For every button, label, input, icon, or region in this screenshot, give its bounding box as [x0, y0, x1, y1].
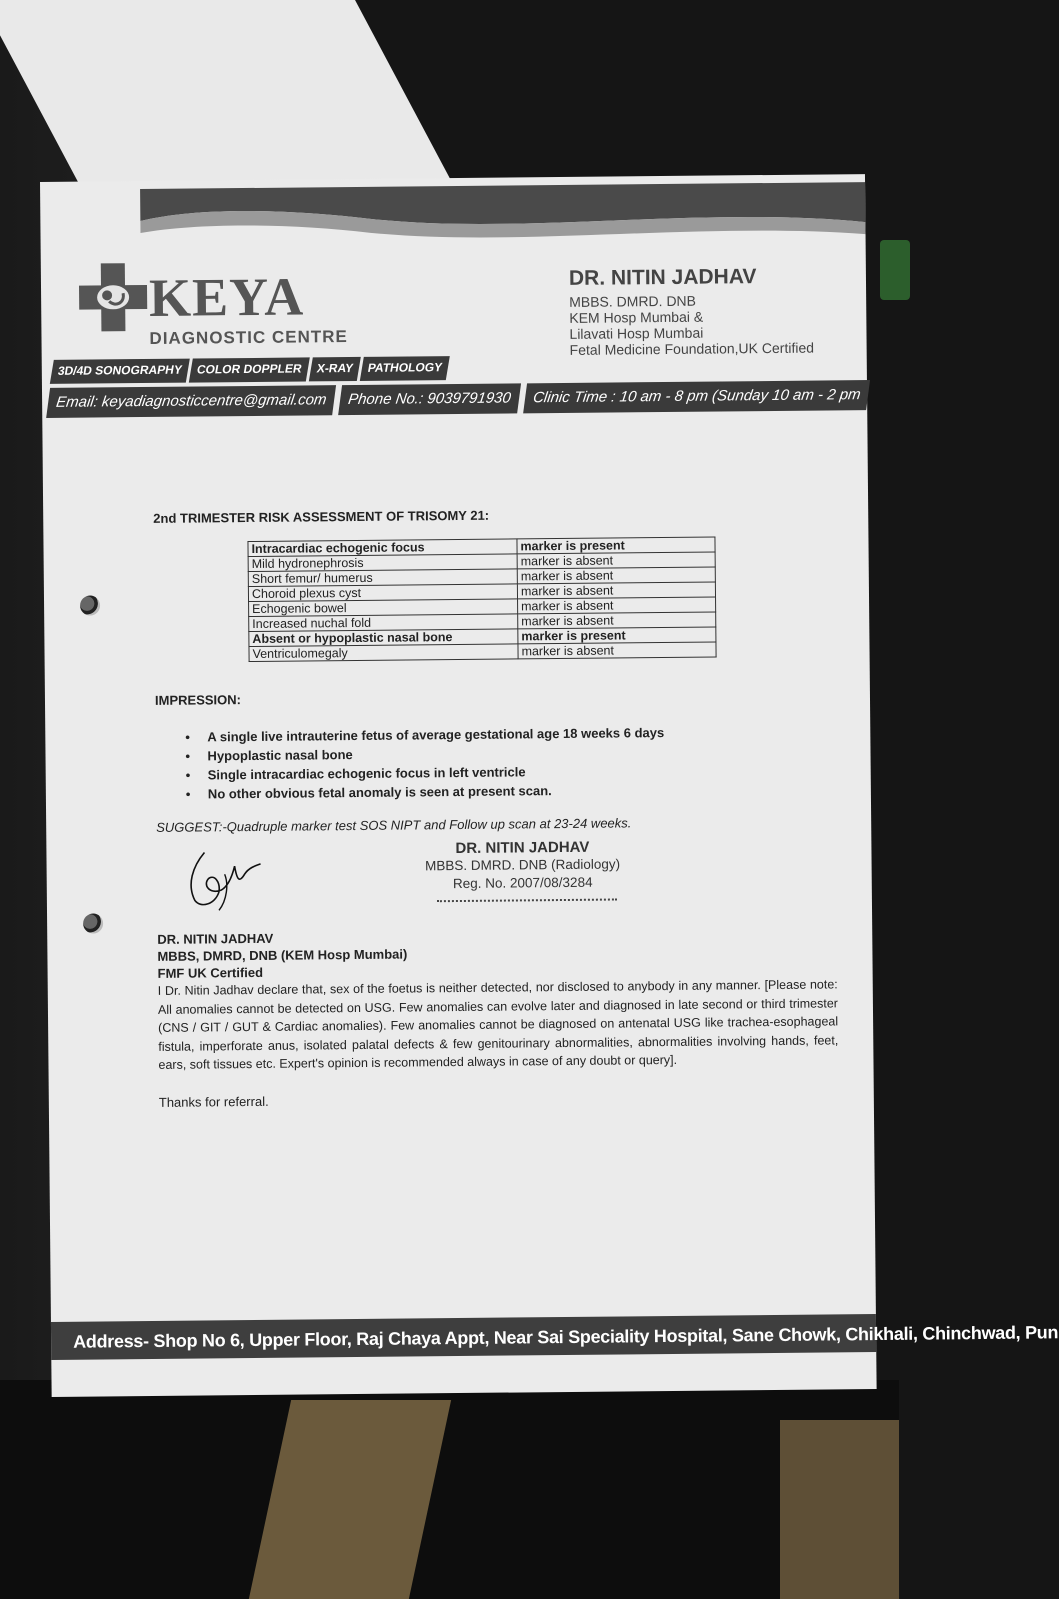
- report-content: [153, 504, 849, 1109]
- punch-hole-lower: [83, 913, 103, 933]
- signature: [174, 844, 265, 915]
- marker-name: Increased nuchal fold: [249, 614, 518, 632]
- marker-name: Intracardiac echogenic focus: [248, 539, 517, 557]
- signature-block: [156, 836, 847, 923]
- footer-doctor-qualification: MBBS, DMRD, DNB (KEM Hosp Mumbai): [157, 946, 408, 964]
- impression-title: IMPRESSION:: [154, 692, 242, 708]
- contact-clinic-time: Clinic Time : 10 am - 8 pm (Sunday 10 am - 2 pm: [523, 380, 870, 413]
- marker-status: marker is present: [518, 627, 716, 644]
- service-pathology: PATHOLOGY: [360, 356, 450, 381]
- marker-status: marker is absent: [517, 567, 715, 584]
- marker-name: Choroid plexus cyst: [248, 584, 517, 602]
- stamp-name: DR. NITIN JADHAV: [455, 838, 590, 858]
- service-xray: X-RAY: [309, 357, 361, 382]
- footer-doctor-info: [157, 924, 849, 1109]
- address-bar: Address- Shop No 6, Upper Floor, Raj Chaya Appt, Near Sai Speciality Hospital, Sane Chowk, Chikhali, Chinchwad, Pun: [51, 1314, 876, 1360]
- service-color-doppler: COLOR DOPPLER: [189, 357, 310, 382]
- header-swoosh: [140, 174, 866, 261]
- markers-table: [247, 537, 716, 662]
- doctor-stamp: [402, 838, 642, 893]
- disclaimer: I Dr. Nitin Jadhav declare that, sex of the foetus is neither detected, nor disclosed to anybody in any manner. [Please note: All anomalies cannot be detected on USG. Few anomalies can evolve later and diagnosed in late second or third trimester (CNS / GIT / GUT & Cardiac anomalies). Few anomalies cannot be diagnosed on antenatal USG like trachea-esophageal fistula, imperforate anus, isolated palatal defects & few genitourinary abnormalities, abnormalities involving hands, feet, ears, soft tissues etc. Expert's opinion is recommended always in case of any doubt or query].: [157, 977, 839, 1072]
- background-floor-right: [780, 1420, 899, 1599]
- marker-status: marker is absent: [517, 582, 715, 599]
- marker-name: Ventriculomegaly: [249, 644, 518, 662]
- marker-status: marker is absent: [518, 597, 716, 614]
- doctor-header: [569, 264, 860, 358]
- contact-email: Email: keyadiagnosticcentre@gmail.com: [46, 385, 336, 418]
- stamp-qualification: MBBS. DMRD. DNB (Radiology): [424, 856, 621, 874]
- clinic-logo-mark: [79, 263, 148, 332]
- stamp-registration: Reg. No. 2007/08/3284: [452, 874, 593, 892]
- service-sonography: 3D/4D SONOGRAPHY: [50, 359, 190, 384]
- list-item: • Single intracardiac echogenic focus in left ventricle: [186, 759, 846, 784]
- contact-phone: Phone No.: 9039791930: [338, 383, 521, 415]
- marker-status: marker is absent: [517, 552, 715, 569]
- section-title: 2nd TRIMESTER RISK ASSESSMENT OF TRISOMY 21:: [153, 507, 490, 526]
- clinic-subtitle: DIAGNOSTIC CENTRE: [149, 327, 348, 348]
- doctor-name: DR. NITIN JADHAV: [568, 265, 757, 290]
- suggestion: SUGGEST:-Quadruple marker test SOS NIPT and Follow up scan at 23-24 weeks.: [156, 815, 632, 835]
- background-bottom: [0, 1380, 899, 1599]
- background-pen: [880, 240, 910, 300]
- doctor-qualification: MBBS. DMRD. DNB: [569, 292, 697, 310]
- stamp-dotted-line: [437, 898, 617, 902]
- list-item: • No other obvious fetal anomaly is seen at present scan.: [186, 778, 846, 803]
- marker-name: Absent or hypoplastic nasal bone: [249, 629, 518, 647]
- punch-hole-upper: [80, 595, 100, 615]
- marker-name: Short femur/ humerus: [248, 569, 517, 587]
- contact-bar: [48, 380, 863, 418]
- marker-status: marker is absent: [518, 642, 716, 659]
- doctor-hospital-1: KEM Hosp Mumbai &: [569, 308, 704, 326]
- marker-status: marker is absent: [518, 612, 716, 629]
- findings-list: [185, 721, 846, 803]
- marker-name: Echogenic bowel: [249, 599, 518, 617]
- clinic-logo: [79, 261, 380, 354]
- marker-name: Mild hydronephrosis: [248, 554, 517, 572]
- footer-doctor-name: DR. NITIN JADHAV: [157, 930, 274, 947]
- marker-status: marker is present: [517, 537, 715, 554]
- services-bar: [52, 356, 451, 384]
- report-page: [40, 174, 1059, 1397]
- clinic-name: KEYA: [148, 266, 305, 328]
- doctor-hospital-2: Lilavati Hosp Mumbai: [569, 324, 704, 342]
- thanks-note: Thanks for referral.: [158, 1093, 269, 1110]
- list-item: • Hypoplastic nasal bone: [185, 740, 845, 765]
- list-item: • A single live intrauterine fetus of average gestational age 18 weeks 6 days: [185, 721, 845, 746]
- doctor-certification: Fetal Medicine Foundation,UK Certified: [569, 339, 815, 358]
- footer-doctor-certification: FMF UK Certified: [157, 964, 264, 981]
